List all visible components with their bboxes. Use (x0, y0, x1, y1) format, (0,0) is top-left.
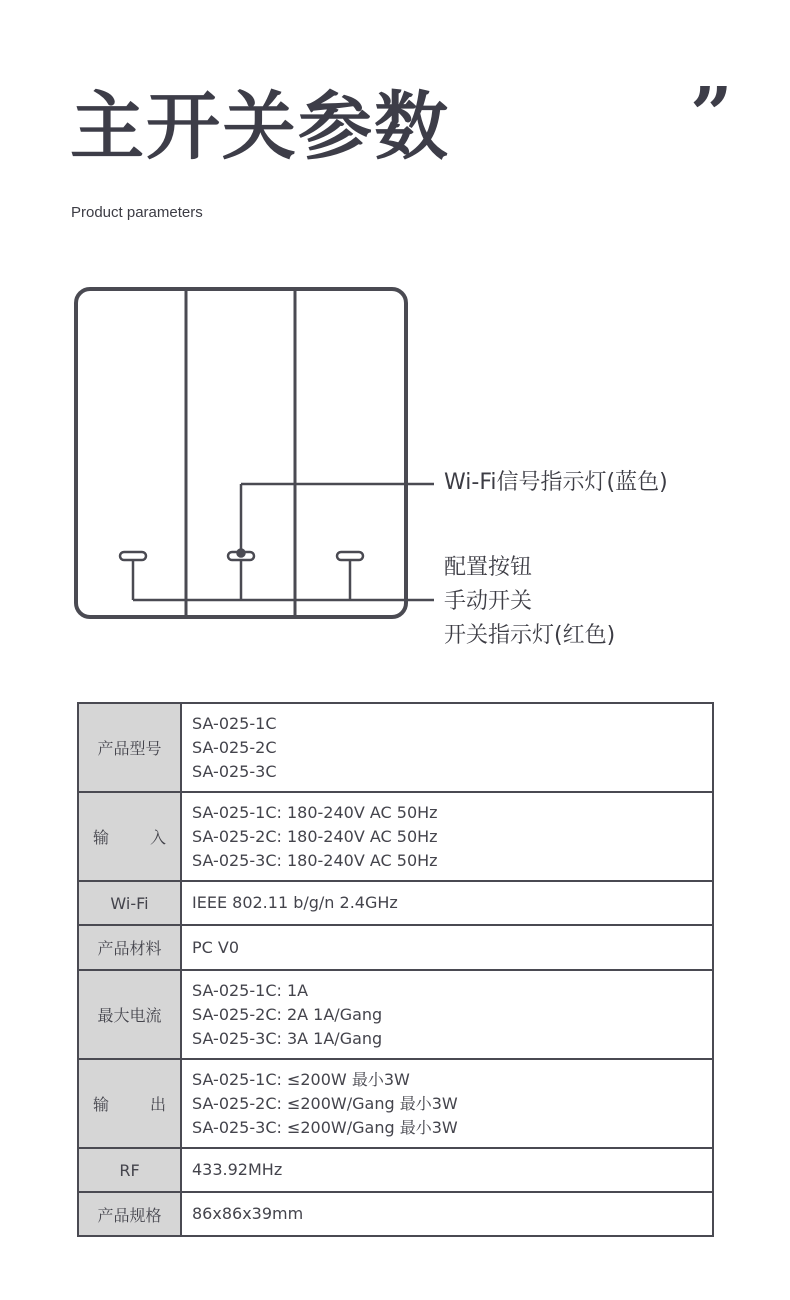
spec-value (181, 703, 713, 792)
spec-value-line: SA-025-2C: ≤200W/Gang 最小3W (192, 1093, 458, 1113)
spec-value-line: 86x86x39mm (192, 1204, 304, 1223)
spec-key: 产品型号 (78, 703, 181, 792)
spec-key: 最大电流 (78, 970, 181, 1059)
spec-row-output (78, 1059, 713, 1148)
spec-key-char: 输 (93, 828, 110, 847)
callout-wifi-indicator: Wi-Fi信号指示灯(蓝色) (444, 470, 668, 495)
spec-key: 产品材料 (78, 925, 181, 970)
spec-row-dimensions (78, 1192, 713, 1236)
spec-value-line: SA-025-1C: 180-240V AC 50Hz (192, 802, 438, 822)
spec-row-max-current (78, 970, 713, 1059)
quote-mark: ” (690, 72, 733, 158)
spec-value (181, 881, 713, 925)
spec-value-line: SA-025-2C: 180-240V AC 50Hz (192, 826, 438, 846)
spec-value-line: IEEE 802.11 b/g/n 2.4GHz (192, 893, 398, 912)
spec-value-line: SA-025-3C: 3A 1A/Gang (192, 1028, 383, 1048)
spec-value-line: SA-025-3C: 180-240V AC 50Hz (192, 850, 438, 870)
led-button-gang-2 (228, 484, 434, 600)
spec-value-line: SA-025-1C: ≤200W 最小3W (192, 1069, 410, 1089)
callout-config-button: 配置按钮 (444, 555, 533, 580)
page-subtitle: Product parameters (71, 204, 203, 221)
spec-value-line: SA-025-3C (192, 761, 277, 781)
spec-value-line: SA-025-2C (192, 737, 277, 757)
led-button-gang-3 (337, 552, 363, 600)
spec-key: RF (78, 1148, 181, 1192)
spec-value (181, 970, 713, 1059)
spec-value-line: SA-025-2C: 2A 1A/Gang (192, 1004, 383, 1024)
spec-key-char: 入 (149, 828, 166, 847)
spec-value-line: SA-025-1C: 1A (192, 980, 309, 1000)
spec-key: 产品规格 (78, 1192, 181, 1236)
spec-table (77, 702, 714, 1237)
led-button-gang-1 (120, 552, 146, 600)
spec-key (78, 792, 181, 881)
spec-value (181, 925, 713, 970)
spec-value (181, 792, 713, 881)
spec-row-material (78, 925, 713, 970)
spec-value (181, 1192, 713, 1236)
spec-row-rf (78, 1148, 713, 1192)
spec-value-line: 433.92MHz (192, 1160, 283, 1179)
page-title: 主开关参数 (70, 84, 450, 170)
spec-key: Wi-Fi (78, 881, 181, 925)
callout-switch-indicator: 开关指示灯(红色) (444, 623, 616, 648)
spec-row-input (78, 792, 713, 881)
spec-value-line: PC V0 (192, 937, 240, 957)
spec-key-char: 出 (149, 1095, 166, 1114)
spec-key-char: 输 (93, 1095, 110, 1114)
spec-value-line: SA-025-1C (192, 713, 277, 733)
spec-row-wifi (78, 881, 713, 925)
spec-value (181, 1148, 713, 1192)
spec-value (181, 1059, 713, 1148)
spec-row-model (78, 703, 713, 792)
spec-key (78, 1059, 181, 1148)
spec-value-line: SA-025-3C: ≤200W/Gang 最小3W (192, 1117, 458, 1137)
callout-manual-switch: 手动开关 (444, 589, 533, 614)
